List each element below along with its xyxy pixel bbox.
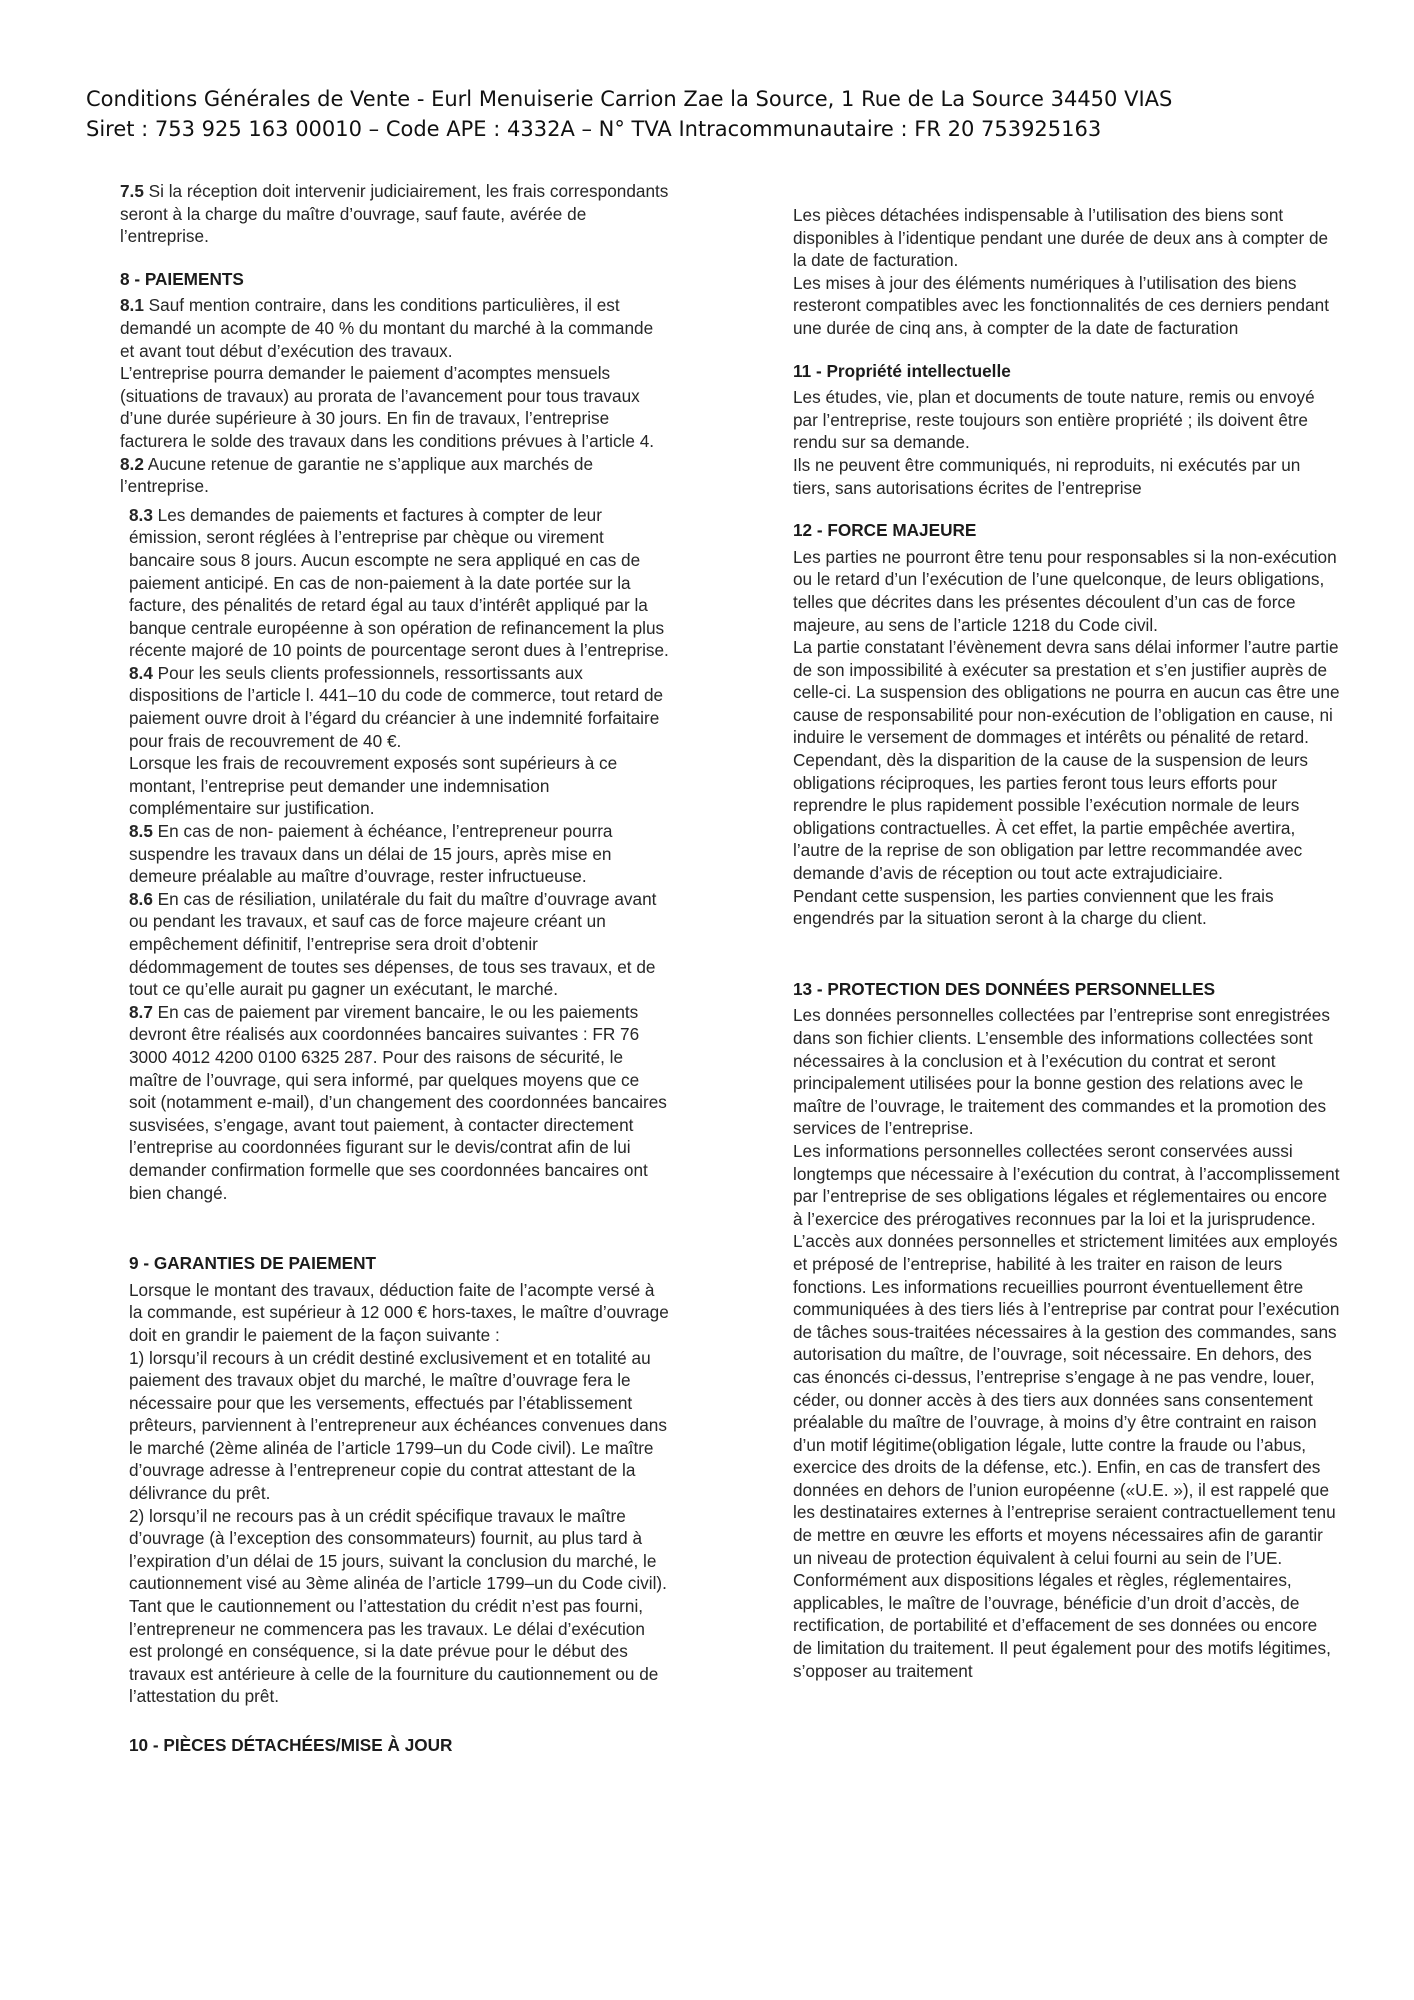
clause-text: Sauf mention contraire, dans les conditions particulières, il est demandé un acompte de 40 % du montant du marché à la commande et avant tout début d’exécution des travaux. bbox=[120, 295, 654, 361]
heading-force-majeure: 12 - FORCE MAJEURE bbox=[793, 520, 977, 541]
clause-12-b: La partie constatant l’évènement devra sans délai informer l’autre partie de son impossibilité à exécuter sa prestation et s’en justifier auprès de celle-ci. La suspension des obligations ne pourra en aucun cas être une cause de responsabilité pour non-exécution de l’obligation en cause, ni induire le versement de dommages et intérêts ou pénalité de retard. bbox=[793, 637, 1340, 748]
clause-11-a: Les études, vie, plan et documents de toute nature, remis ou envoyé par l’entreprise, reste toujours son entière propriété ; ils doivent être rendu sur sa demande. bbox=[793, 387, 1315, 453]
clause-text: Si la réception doit intervenir judiciairement, les frais correspondants seront à la charge du maître d’ouvrage, sauf faute, avérée de l’entreprise. bbox=[120, 181, 669, 247]
clause-text: Les demandes de paiements et factures à compter de leur émission, seront réglées à l’entreprise par chèque ou virement bancaire sous 8 jours. Aucun escompte ne sera appliqué en cas de paiement anticipé. En cas de non-paiement à la date portée sur la facture, des pénalités de retard égal au taux d’intérêt appliqué par la banque centrale européenne à son opération de refinancement la plus récente majoré de 10 points de pourcentage seront dues à l’entreprise. bbox=[129, 504, 669, 661]
clause-number: 8.6 bbox=[129, 888, 153, 909]
heading-propriete-intellectuelle: 11 - Propriété intellectuelle bbox=[793, 360, 1011, 381]
clause-13-b: Les informations personnelles collectées seront conservées aussi longtemps que nécessaire à l’exécution du contrat, à l’accomplissement par l’entreprise de ses obligations légales et réglementaires ou encore à l’exercice des prérogatives reconnues par la loi et la jurisprudence. bbox=[793, 1140, 1340, 1229]
clause-number: 8.1 bbox=[120, 295, 144, 316]
clause-text: En cas de non- paiement à échéance, l’entrepreneur pourra suspendre les travaux dans un délai de 15 jours, après mise en demeure préalable au maître d’ouvrage, rester infructueuse. bbox=[129, 821, 613, 887]
clause-number: 7.5 bbox=[120, 181, 144, 201]
clause-text: Aucune retenue de garantie ne s’applique aux marchés de l’entreprise. bbox=[120, 453, 594, 497]
clause-7-5 bbox=[120, 180, 670, 248]
clause-8-4-continued: Lorsque les frais de recouvrement exposés sont supérieurs à ce montant, l’entreprise peut demander une indemnisation complémentaire sur justification. bbox=[129, 753, 618, 819]
clause-number: 8.4 bbox=[129, 662, 153, 683]
clause-10-mises-a-jour: Les mises à jour des éléments numériques à l’utilisation des biens resteront compatibles avec les fonctionnalités de ces derniers pendant une durée de cinq ans, à compter de la date de facturation bbox=[793, 272, 1329, 338]
clause-8-6 bbox=[129, 888, 670, 1001]
clause-9-item-1: 1) lorsqu’il recours à un crédit destiné exclusivement et en totalité au paiement des travaux objet du marché, le maître d’ouvrage fera le nécessaire pour que les versements, effectués par l’établissement prêteurs, parviennent à l’entrepreneur aux échéances convenues dans le marché (2ème alinéa de l’article 1799–un du Code civil). Le maître d’ouvrage adresse à l’entrepreneur copie du contrat attestant de la délivrance du prêt. bbox=[129, 1347, 667, 1504]
clause-8-7 bbox=[129, 1001, 670, 1204]
clause-8-3 bbox=[129, 504, 670, 662]
clause-13-c: L’accès aux données personnelles et strictement limitées aux employés et préposé de l’entreprise, habilité à les traiter en raison de leurs fonctions. Les informations recueillies pourront éventuellement être communiquées à des tiers liés à l’entreprise par contrat pour l’exécution de tâches sous-traitées nécessaires à la gestion des commandes, sans autorisation du maître, de l’ouvrage, soit nécessaire. En dehors, des cas énoncés ci-dessus, l’entreprise s’engage à ne pas vendre, louer, céder, ou donner accès à des tiers aux données sans consentement préalable du maître de l’ouvrage, à moins d’y être contraint en raison d’un motif légitime(obligation légale, lutte contre la fraude ou l’abus, exercice des droits de la défense, etc.). Enfin, en cas de transfert des données en dehors de l’union européenne («U.E. »), il est rappelé que les destinataires externes à l’entreprise seraient contractuellement tenu de mettre en œuvre les efforts et moyens nécessaires afin de garantir un niveau de protection équivalent à celui fourni au sein de l’UE. bbox=[793, 1231, 1340, 1568]
clause-12-c: Cependant, dès la disparition de la cause de la suspension de leurs obligations réciproques, les parties feront tous leurs efforts pour reprendre le plus rapidement possible l’exécution normale de leurs obligations contractuelles. À cet effet, la partie empêchée avertira, l’autre de la reprise de son obligation par lettre recommandée avec demande d’avis de réception ou tout acte extrajudiciaire. bbox=[793, 750, 1309, 884]
clause-number: 8.5 bbox=[129, 821, 153, 842]
heading-paiements: 8 - PAIEMENTS bbox=[120, 268, 244, 289]
clause-12-a: Les parties ne pourront être tenu pour responsables si la non-exécution ou le retard d’un l’exécution de l’une quelconque, de leurs obligations, telles que décrites dans les présentes découlent d’un cas de force majeure, au sens de l’article 1218 du Code civil. bbox=[793, 546, 1337, 635]
clause-11-b: Ils ne peuvent être communiqués, ni reproduits, ni exécutés par un tiers, sans autorisations écrites de l’entreprise bbox=[793, 454, 1301, 498]
clause-8-1-continued: L’entreprise pourra demander le paiement d’acomptes mensuels (situations de travaux) au prorata de l’avancement pour tous travaux d’une durée supérieure à 30 jours. En fin de travaux, l’entreprise facturera le solde des travaux dans les conditions prévues à l’article 4. bbox=[120, 363, 655, 451]
clause-13-a: Les données personnelles collectées par l’entreprise sont enregistrées dans son fichier clients. L’ensemble des informations collectées sont nécessaires à la conclusion et à l’exécution du contrat et seront principalement utilisées pour la bonne gestion des relations avec le maître de l’ouvrage, le traitement des commandes et la promotion des services de l’entreprise. bbox=[793, 1005, 1330, 1139]
clause-number: 8.3 bbox=[129, 504, 153, 525]
document-header bbox=[86, 84, 1346, 144]
right-column bbox=[793, 204, 1341, 1682]
clause-12-d: Pendant cette suspension, les parties conviennent que les frais engendrés par la situation seront à la charge du client. bbox=[793, 885, 1274, 929]
clause-text: Pour les seuls clients professionnels, ressortissants aux dispositions de l’article l. 441–10 du code de commerce, tout retard de paiement ouvre droit à l’égard du créancier à une indemnité forfaitaire pour frais de recouvrement de 40 €. bbox=[129, 662, 664, 751]
clause-8-1 bbox=[120, 294, 670, 362]
heading-protection-donnees: 13 - PROTECTION DES DONNÉES PERSONNELLES bbox=[793, 978, 1216, 999]
clause-9-item-2: 2) lorsqu’il ne recours pas à un crédit spécifique travaux le maître d’ouvrage (à l’exception des consommateurs) fournit, au plus tard à l’expiration d’un délai de 15 jours, suivant la conclusion du marché, le cautionnement visé au 3ème alinéa de l’article 1799–un du Code civil). Tant que le cautionnement ou l’attestation du crédit n’est pas fourni, l’entrepreneur ne commencera pas les travaux. Le délai d’exécution est prolongé en conséquence, si la date prévue pour le début des travaux est antérieure à celle de la fourniture du cautionnement ou de l’attestation du prêt. bbox=[129, 1505, 667, 1707]
clause-text: En cas de résiliation, unilatérale du fait du maître d’ouvrage avant ou pendant les travaux, et sauf cas de force majeure créant un empêchement définitif, l’entreprise sera droit d’obtenir dédommagement de toutes ses dépenses, de tous ses travaux, et de tout ce qu’elle aurait pu gagner un exécutant, le marché. bbox=[129, 888, 657, 1000]
clause-10-pieces: Les pièces détachées indispensable à l’utilisation des biens sont disponibles à l’identique pendant une durée de deux ans à compter de la date de facturation. bbox=[793, 205, 1329, 271]
clause-number: 8.7 bbox=[129, 1001, 153, 1022]
header-company-line: Conditions Générales de Vente - Eurl Menuiserie Carrion Zae la Source, 1 Rue de La Source 34450 VIAS bbox=[86, 87, 1173, 111]
heading-pieces-detachees: 10 - PIÈCES DÉTACHÉES/MISE À JOUR bbox=[129, 1735, 453, 1755]
clause-8-4 bbox=[129, 662, 670, 752]
clause-number: 8.2 bbox=[120, 453, 144, 474]
clause-13-d: Conformément aux dispositions légales et règles, réglementaires, applicables, le maître de l’ouvrage, bénéficie d’un droit d’accès, de rectification, de portabilité et d’effacement de ses données ou encore de limitation du traitement. Il peut également pour des motifs légitimes, s’opposer au traitement bbox=[793, 1570, 1331, 1681]
clause-9-intro: Lorsque le montant des travaux, déduction faite de l’acompte versé à la commande, est supérieur à 12 000 € hors-taxes, le maître d’ouvrage doit en grandir le paiement de la façon suivante : bbox=[129, 1279, 669, 1345]
clause-8-5 bbox=[129, 820, 670, 888]
clause-text: En cas de paiement par virement bancaire, le ou les paiements devront être réalisés aux coordonnées bancaires suivantes : FR 76 3000 4012 4200 0100 6325 287. Pour des raisons de sécurité, le maître de l’ouvrage, qui sera informé, par quelques moyens que ce soit (notamment e-mail), d’un changement des coordonnées bancaires susvisées, s’engage, avant tout paiement, à contacter directement l’entreprise au coordonnées figurant sur le devis/contrat afin de lui demander confirmation formelle que ses coordonnées bancaires ont bien changé. bbox=[129, 1001, 667, 1203]
left-column bbox=[120, 180, 670, 1757]
clause-8-2 bbox=[120, 453, 670, 498]
heading-garanties-de-paiement: 9 - GARANTIES DE PAIEMENT bbox=[129, 1253, 377, 1274]
header-registration-line: Siret : 753 925 163 00010 – Code APE : 4332A – N° TVA Intracommunautaire : FR 20 753925163 bbox=[86, 117, 1102, 141]
